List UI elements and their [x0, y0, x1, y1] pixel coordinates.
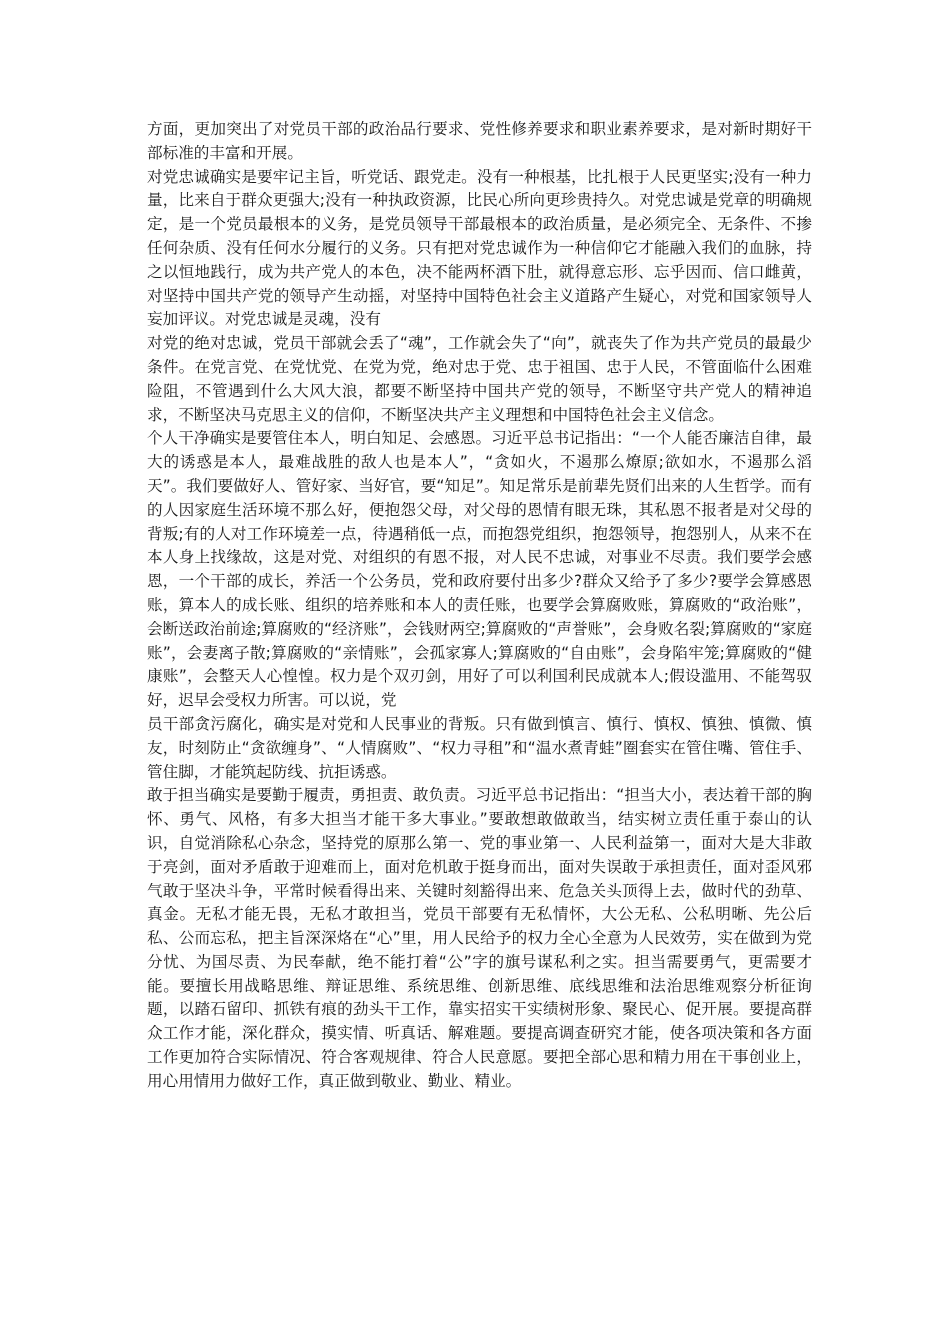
- paragraph-integrity: 个人干净确实是要管住本人，明白知足、会感恩。习近平总书记指出：“一个人能否廉洁自律，最大的诱惑是本人，最难战胜的敌人也是本人”，“贪如火，不遏那么燎原;欲如水，不遏那么滔天”。我们要做好人、管好家、当好官，要“知足”。知足常乐是前辈先贤们出来的人生哲学。而有的人因家庭生活环境不那么好，便抱怨父母，对父母的恩情有眼无珠，其私恩不报者是对父母的背叛;有的人对工作环境差一点，待遇稍低一点，而抱怨党组织，抱怨领导，抱怨别人，从来不在本人身上找缘故，这是对党、对组织的有恩不报，对人民不忠诚，对事业不尽责。我们要学会感恩，一个干部的成长，养活一个公务员，党和政府要付出多少?群众又给予了多少?要学会算感恩账，算本人的成长账、组织的培养账和本人的责任账，也要学会算腐败账，算腐败的“政治账”，会断送政治前途;算腐败的“经济账”，会钱财两空;算腐败的“声誉账”，会身败名裂;算腐败的“家庭账”，会妻离子散;算腐败的“亲情账”，会孤家寡人;算腐败的“自由账”，会身陷牢笼;算腐败的“健康账”，会整天人心惶惶。权力是个双刃剑，用好了可以利国利民成就本人;假设滥用、不能驾驭好，迟早会受权力所害。可以说，党: [147, 429, 812, 710]
- paragraph-integrity-continued: 员干部贪污腐化，确实是对党和人民事业的背叛。只有做到慎言、慎行、慎权、慎独、慎微、慎友，时刻防止“贪欲缠身”、“人情腐败”、“权力寻租”和“温水煮青蛙”圈套实在管住嘴、管住手、管住脚，才能筑起防线、抗拒诱惑。: [147, 714, 812, 781]
- paragraph-responsibility: 敢于担当确实是要勤于履责，勇担责、敢负责。习近平总书记指出：“担当大小，表达着干部的胸怀、勇气、风格，有多大担当才能干多大事业。”要敢想敢做敢当，结实树立责任重于泰山的认识，自觉消除私心杂念，坚持党的原那么第一、党的事业第一、人民利益第一，面对大是大非敢于亮剑，面对矛盾敢于迎难而上，面对危机敢于挺身而出，面对失误敢于承担责任，面对歪风邪气敢于坚决斗争，平常时候看得出来、关键时刻豁得出来、危急关头顶得上去，做时代的劲草、真金。无私才能无畏，无私才敢担当，党员干部要有无私情怀，大公无私、公私明晰、先公后私、公而忘私，把主旨深深烙在“心”里，用人民给予的权力全心全意为人民效劳，实在做到为党分忧、为国尽责、为民奉献，绝不能打着“公”字的旗号谋私利之实。担当需要勇气，更需要才能。要擅长用战略思维、辩证思维、系统思维、创新思维、底线思维和法治思维观察分析征询题，以踏石留印、抓铁有痕的劲头干工作，靠实招实干实绩树形象、聚民心、促开展。要提高群众工作才能，深化群众，摸实情、听真话、解难题。要提高调查研究才能，使各项决策和各方面工作更加符合实际情况、符合客观规律、符合人民意愿。要把全部心思和精力用在干事创业上，用心用情用力做好工作，真正做到敬业、勤业、精业。: [147, 786, 812, 1090]
- paragraph-loyalty: 对党忠诚确实是要牢记主旨，听党话、跟党走。没有一种根基，比扎根于人民更坚实;没有一种力量，比来自于群众更强大;没有一种执政资源，比民心所向更珍贵持久。对党忠诚是党章的明确规定，是一个党员最根本的义务，是党员领导干部最根本的政治质量，是必须完全、无条件、不掺任何杂质、没有任何水分履行的义务。只有把对党忠诚作为一种信仰它才能融入我们的血脉，持之以恒地践行，成为共产党人的本色，决不能两杯酒下肚，就得意忘形、忘乎因而、信口雌黄，对坚持中国共产党的领导产生动摇，对坚持中国特色社会主义道路产生疑心，对党和国家领导人妄加评议。对党忠诚是灵魂，没有: [147, 167, 812, 329]
- paragraph-standards-intro: 方面，更加突出了对党员干部的政治品行要求、党性修养要求和职业素养要求，是对新时期好干部标准的丰富和开展。: [147, 120, 812, 162]
- paragraph-loyalty-continued: 对党的绝对忠诚，党员干部就会丢了“魂”，工作就会失了“向”，就丧失了作为共产党员的最最少条件。在党言党、在党忧党、在党为党，绝对忠于党、忠于祖国、忠于人民，不管面临什么困难险阻，不管遇到什么大风大浪，都要不断坚持中国共产党的领导，不断坚守共产党人的精神追求，不断坚决马克思主义的信仰，不断坚决共产主义理想和中国特色社会主义信念。: [147, 334, 812, 424]
- document-body: [147, 118, 812, 1094]
